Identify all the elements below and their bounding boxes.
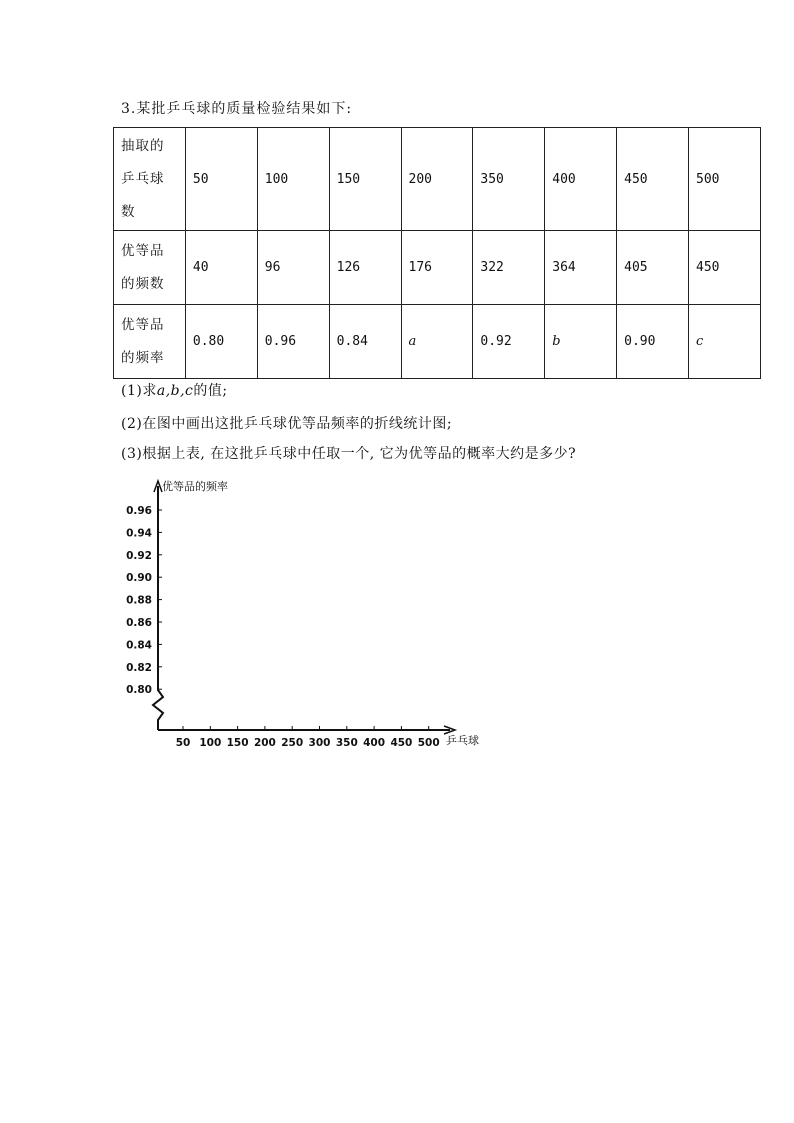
y-tick-label: 0.84 [126,639,152,652]
x-tick-label: 100 [199,737,222,749]
y-tick-label: 0.82 [126,661,152,674]
table-cell: 405 [617,231,689,305]
x-tick-label: 200 [253,737,276,749]
table-cell: 350 [473,128,545,231]
table-cell: 364 [545,231,617,305]
table-cell: 96 [257,231,329,305]
frequency-chart [110,472,510,762]
x-tick-label: 250 [281,737,304,749]
table-cell: 500 [689,128,761,231]
y-tick-label: 0.94 [126,527,152,540]
table-cell: a [401,305,473,379]
row-header: 优等品 的频数 [114,231,186,305]
y-tick-label: 0.92 [126,549,152,562]
table-cell: 0.90 [617,305,689,379]
x-tick-label: 400 [363,737,386,749]
table-cell: 0.92 [473,305,545,379]
table-cell: 0.80 [185,305,257,379]
table-cell: 322 [473,231,545,305]
row-header: 抽取的 乒乓球 数 [114,128,186,231]
x-tick-label: 50 [175,737,191,749]
x-axis-title: 乒乓球 [446,734,479,747]
table-cell: 126 [329,231,401,305]
y-axis [153,486,163,730]
table-cell: 400 [545,128,617,231]
y-tick-label: 0.88 [126,594,152,607]
x-tick-label: 500 [417,737,440,749]
x-tick-label: 450 [390,737,413,749]
table-cell: 150 [329,128,401,231]
table-cell: c [689,305,761,379]
question-2: (2)在图中画出这批乒乓球优等品频率的折线统计图; [121,416,453,432]
question-3: (3)根据上表, 在这批乒乓球中任取一个, 它为优等品的概率大约是多少? [121,446,577,462]
table-cell: 450 [689,231,761,305]
table-cell: 0.96 [257,305,329,379]
table-cell: 50 [185,128,257,231]
problem-title: 3.某批乒乓球的质量检验结果如下: [121,101,353,117]
y-tick-label: 0.80 [126,684,152,697]
table-row [114,305,761,379]
row-header: 优等品 的频率 [114,305,186,379]
table-cell: 176 [401,231,473,305]
x-tick-label: 150 [226,737,249,749]
table-cell: 100 [257,128,329,231]
table-cell: 200 [401,128,473,231]
table-cell: 450 [617,128,689,231]
table-cell: 40 [185,231,257,305]
table-row [114,128,761,231]
y-tick-label: 0.96 [126,505,152,517]
question-1: (1)求a,b,c的值; [121,383,228,399]
y-axis-title: 优等品的频率 [162,480,228,493]
table-cell: 0.84 [329,305,401,379]
x-tick-label: 300 [308,737,331,749]
y-tick-label: 0.86 [126,617,152,629]
y-tick-label: 0.90 [126,572,152,585]
x-tick-label: 350 [335,737,358,749]
inspection-table [113,127,761,379]
table-row [114,231,761,305]
table-cell: b [545,305,617,379]
